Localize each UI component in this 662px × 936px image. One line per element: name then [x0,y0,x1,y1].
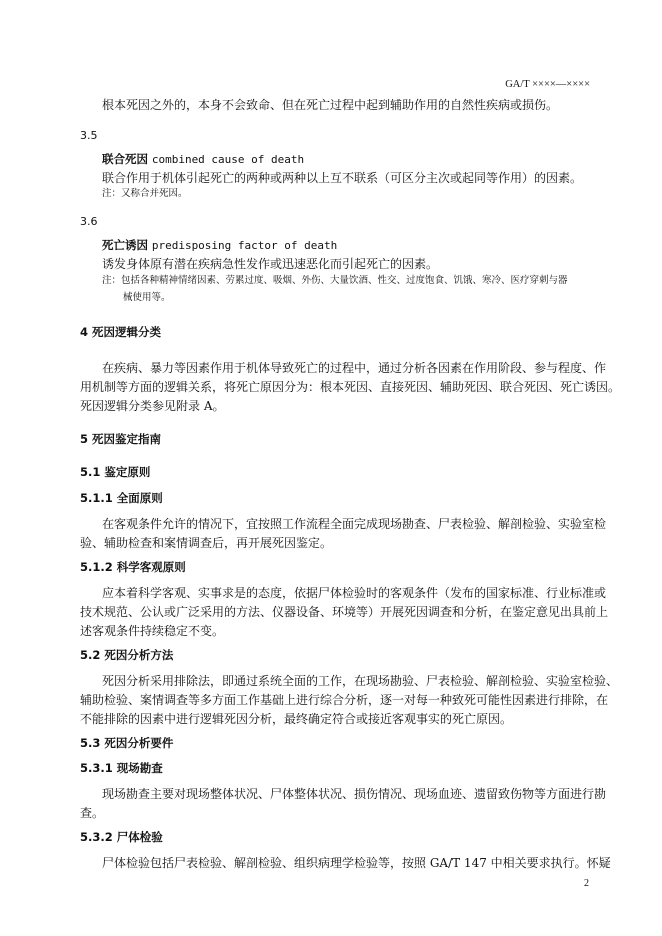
section-4-line3: 死因逻辑分类参见附录 A。 [80,399,225,413]
section-5-3-1-line2: 查。 [80,806,105,820]
clause-number-3-6: 3.6 [80,215,98,228]
term-en: combined cause of death [151,153,305,166]
section-5-2-line2: 辅助检验、案情调查等多方面工作基础上进行综合分析，逐一对每一种致死可能性因素进行排除，在 [80,693,609,707]
section-5-1-1-line2: 验、辅助检查和案情调查后，再开展死因鉴定。 [80,536,333,550]
page-number: 2 [584,878,589,889]
section-5-1-1-title: 5.1.1 全面原则 [80,491,163,505]
section-5-3-1-line1: 现场勘查主要对现场整体状况、尸体整体状况、损伤情况、现场血迹、遗留致伤物等方面进行勘 [102,787,607,801]
note-3-6-line2: 械使用等。 [123,292,171,303]
section-5-3-2-title: 5.3.2 尸体检验 [80,830,163,844]
section-5-3-1-title: 5.3.1 现场勘查 [80,761,163,775]
term-3-6 [102,236,337,256]
definition-3-6: 诱发身体原有潜在疾病急性发作或迅速恶化而引起死亡的因素。 [102,257,439,271]
standard-code-header: GA/T ××××—×××× [505,79,590,90]
term-en: predisposing factor of death [151,239,338,252]
section-5-3-2-line1: 尸体检验包括尸表检验、解剖检验、组织病理学检验等，按照 GA/T 147 中相关要求执行。怀疑 [102,856,611,870]
section-5-1-2-line3: 述客观条件持续稳定不变。 [80,624,225,638]
section-4-line1: 在疾病、暴力等因素作用于机体导致死亡的过程中，通过分析各因素在作用阶段、参与程度、作 [102,361,607,375]
section-5-2-line3: 不能排除的因素中进行逻辑死因分析，最终确定符合或接近客观事实的死亡原因。 [80,712,513,726]
section-5-3-title: 5.3 死因分析要件 [80,736,174,750]
term-3-5 [102,150,304,170]
clause-number-3-5: 3.5 [80,129,98,142]
term-zh: 死亡诱因 [102,238,148,252]
section-5-1-1-line1: 在客观条件允许的情况下，宜按照工作流程全面完成现场勘查、尸表检验、解剖检验、实验室检 [102,517,607,531]
section-4-line2: 用机制等方面的逻辑关系，将死亡原因分为：根本死因、直接死因、辅助死因、联合死因、死亡诱因。 [80,380,621,394]
section-5-1-title: 5.1 鉴定原则 [80,465,151,479]
section-5-1-2-title: 5.1.2 科学客观原则 [80,560,186,574]
continuation-text: 根本死因之外的，本身不会致命、但在死亡过程中起到辅助作用的自然性疾病或损伤。 [102,98,559,112]
section-5-2-title: 5.2 死因分析方法 [80,648,174,662]
note-3-5: 注：又称合并死因。 [102,188,188,199]
section-5-1-2-line2: 技术规范、公认或广泛采用的方法、仪器设备、环境等）开展死因调查和分析，在鉴定意见出具前上 [80,605,609,619]
term-zh: 联合死因 [102,152,148,166]
section-5-1-2-line1: 应本着科学客观、实事求是的态度，依据尸体检验时的客观条件（发布的国家标准、行业标准或 [102,586,607,600]
definition-3-5: 联合作用于机体引起死亡的两种或两种以上互不联系（可区分主次或起同等作用）的因素。 [102,171,583,185]
section-5-title: 5 死因鉴定指南 [80,432,162,446]
section-4-title: 4 死因逻辑分类 [80,325,162,339]
note-3-6-line1: 注：包括各种精神情绪因素、劳累过度、吸烟、外伤、大量饮酒、性交、过度饱食、饥饿、寒冷、医疗穿刺与器 [102,275,568,286]
section-5-2-line1: 死因分析采用排除法，即通过系统全面的工作，在现场勘验、尸表检验、解剖检验、实验室检验、 [102,674,619,688]
